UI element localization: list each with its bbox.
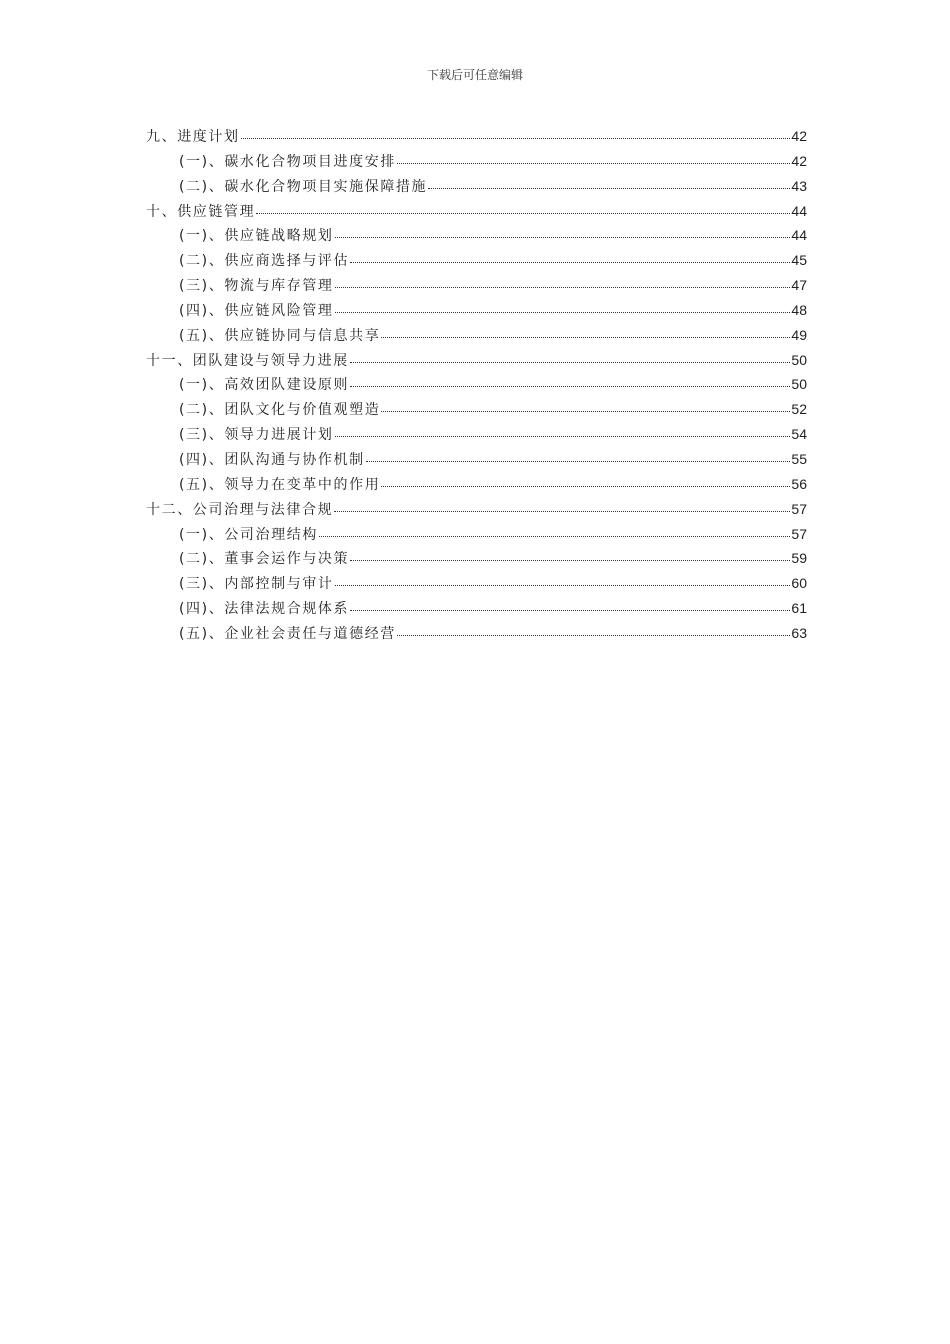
toc-dot-leader bbox=[319, 522, 790, 537]
toc-entry-page: 44 bbox=[791, 202, 807, 219]
toc-entry-label: (二)、碳水化合物项目实施保障措施 bbox=[179, 178, 428, 195]
toc-entry-page: 50 bbox=[791, 351, 807, 368]
toc-entry-page: 57 bbox=[791, 525, 807, 542]
toc-entry-label: (三)、内部控制与审计 bbox=[179, 576, 334, 593]
toc-entry-page: 50 bbox=[791, 376, 807, 393]
toc-dot-leader bbox=[335, 273, 791, 288]
toc-dot-leader bbox=[350, 372, 790, 387]
toc-dot-leader bbox=[335, 223, 791, 238]
toc-entry-page: 56 bbox=[791, 475, 807, 492]
toc-entry-page: 47 bbox=[791, 277, 807, 294]
toc-entry-label: (五)、供应链协同与信息共享 bbox=[179, 327, 381, 344]
toc-dot-leader bbox=[350, 348, 791, 363]
toc-entry-label: (五)、领导力在变革中的作用 bbox=[179, 476, 381, 493]
toc-entry-page: 61 bbox=[791, 600, 807, 617]
toc-dot-leader bbox=[366, 447, 791, 462]
toc-entry-label: 十、供应链管理 bbox=[146, 203, 256, 220]
toc-entry-label: (一)、碳水化合物项目进度安排 bbox=[179, 153, 396, 170]
toc-entry-section-9[interactable] bbox=[146, 126, 807, 151]
toc-entry-label: (三)、物流与库存管理 bbox=[179, 278, 334, 295]
toc-entry-page: 42 bbox=[791, 128, 807, 144]
toc-entry-label: (五)、企业社会责任与道德经营 bbox=[179, 625, 396, 642]
toc-entry-label: (一)、高效团队建设原则 bbox=[179, 377, 350, 394]
toc-entry-label: (四)、法律法规合规体系 bbox=[179, 601, 350, 618]
page-header: 下载后可任意编辑 bbox=[426, 68, 523, 82]
toc-dot-leader bbox=[334, 497, 790, 512]
toc-entry-page: 52 bbox=[791, 401, 807, 418]
toc-entry-label: (二)、团队文化与价值观塑造 bbox=[179, 402, 381, 419]
toc-entry-page: 48 bbox=[791, 301, 807, 318]
toc-dot-leader bbox=[381, 397, 790, 412]
toc-dot-leader bbox=[397, 621, 790, 636]
toc-entry-10-1[interactable] bbox=[146, 225, 807, 250]
toc-entry-page: 63 bbox=[791, 624, 807, 641]
toc-entry-12-5[interactable] bbox=[146, 623, 807, 648]
toc-dot-leader bbox=[241, 124, 791, 139]
toc-entry-10-4[interactable] bbox=[146, 300, 807, 325]
toc-dot-leader bbox=[350, 248, 790, 263]
toc-entry-label: 十一、团队建设与领导力进展 bbox=[146, 352, 349, 369]
toc-entry-page: 59 bbox=[791, 550, 807, 567]
toc-entry-12-1[interactable] bbox=[146, 524, 807, 549]
toc-entry-section-10[interactable] bbox=[146, 201, 807, 226]
toc-entry-label: 九、进度计划 bbox=[146, 129, 240, 145]
toc-dot-leader bbox=[335, 571, 791, 586]
toc-entry-label: 十二、公司治理与法律合规 bbox=[146, 501, 334, 518]
toc-entry-11-3[interactable] bbox=[146, 424, 807, 449]
toc-entry-12-3[interactable] bbox=[146, 573, 807, 598]
toc-entry-11-5[interactable] bbox=[146, 474, 807, 499]
toc-entry-label: (二)、供应商选择与评估 bbox=[179, 253, 350, 270]
toc-dot-leader bbox=[256, 199, 790, 214]
toc-entry-page: 44 bbox=[791, 227, 807, 244]
toc-entry-section-11[interactable] bbox=[146, 350, 807, 375]
toc-entry-12-2[interactable] bbox=[146, 548, 807, 573]
toc-dot-leader bbox=[428, 174, 790, 189]
table-of-contents bbox=[146, 126, 807, 648]
toc-entry-page: 54 bbox=[791, 426, 807, 443]
toc-entry-label: (四)、供应链风险管理 bbox=[179, 302, 334, 319]
toc-dot-leader bbox=[397, 149, 790, 164]
toc-entry-page: 49 bbox=[791, 326, 807, 343]
toc-entry-9-1[interactable] bbox=[146, 151, 807, 176]
toc-dot-leader bbox=[350, 546, 790, 561]
toc-entry-page: 43 bbox=[791, 177, 807, 194]
toc-dot-leader bbox=[381, 472, 790, 487]
toc-entry-label: (四)、团队沟通与协作机制 bbox=[179, 451, 365, 468]
toc-entry-page: 57 bbox=[791, 500, 807, 517]
toc-dot-leader bbox=[381, 323, 790, 338]
toc-entry-11-4[interactable] bbox=[146, 449, 807, 474]
toc-entry-page: 60 bbox=[791, 575, 807, 592]
toc-entry-page: 55 bbox=[791, 450, 807, 467]
toc-dot-leader bbox=[350, 596, 790, 611]
toc-entry-11-1[interactable] bbox=[146, 374, 807, 399]
toc-entry-9-2[interactable] bbox=[146, 176, 807, 201]
toc-entry-10-2[interactable] bbox=[146, 250, 807, 275]
toc-entry-11-2[interactable] bbox=[146, 399, 807, 424]
toc-entry-12-4[interactable] bbox=[146, 598, 807, 623]
toc-entry-label: (一)、公司治理结构 bbox=[179, 526, 318, 543]
toc-entry-label: (一)、供应链战略规划 bbox=[179, 228, 334, 245]
toc-entry-10-3[interactable] bbox=[146, 275, 807, 300]
toc-entry-page: 45 bbox=[791, 252, 807, 269]
toc-entry-page: 42 bbox=[791, 152, 807, 169]
toc-entry-label: (三)、领导力进展计划 bbox=[179, 427, 334, 444]
toc-entry-label: (二)、董事会运作与决策 bbox=[179, 551, 350, 568]
toc-entry-section-12[interactable] bbox=[146, 499, 807, 524]
toc-dot-leader bbox=[335, 298, 791, 313]
toc-entry-10-5[interactable] bbox=[146, 325, 807, 350]
toc-dot-leader bbox=[335, 422, 791, 437]
